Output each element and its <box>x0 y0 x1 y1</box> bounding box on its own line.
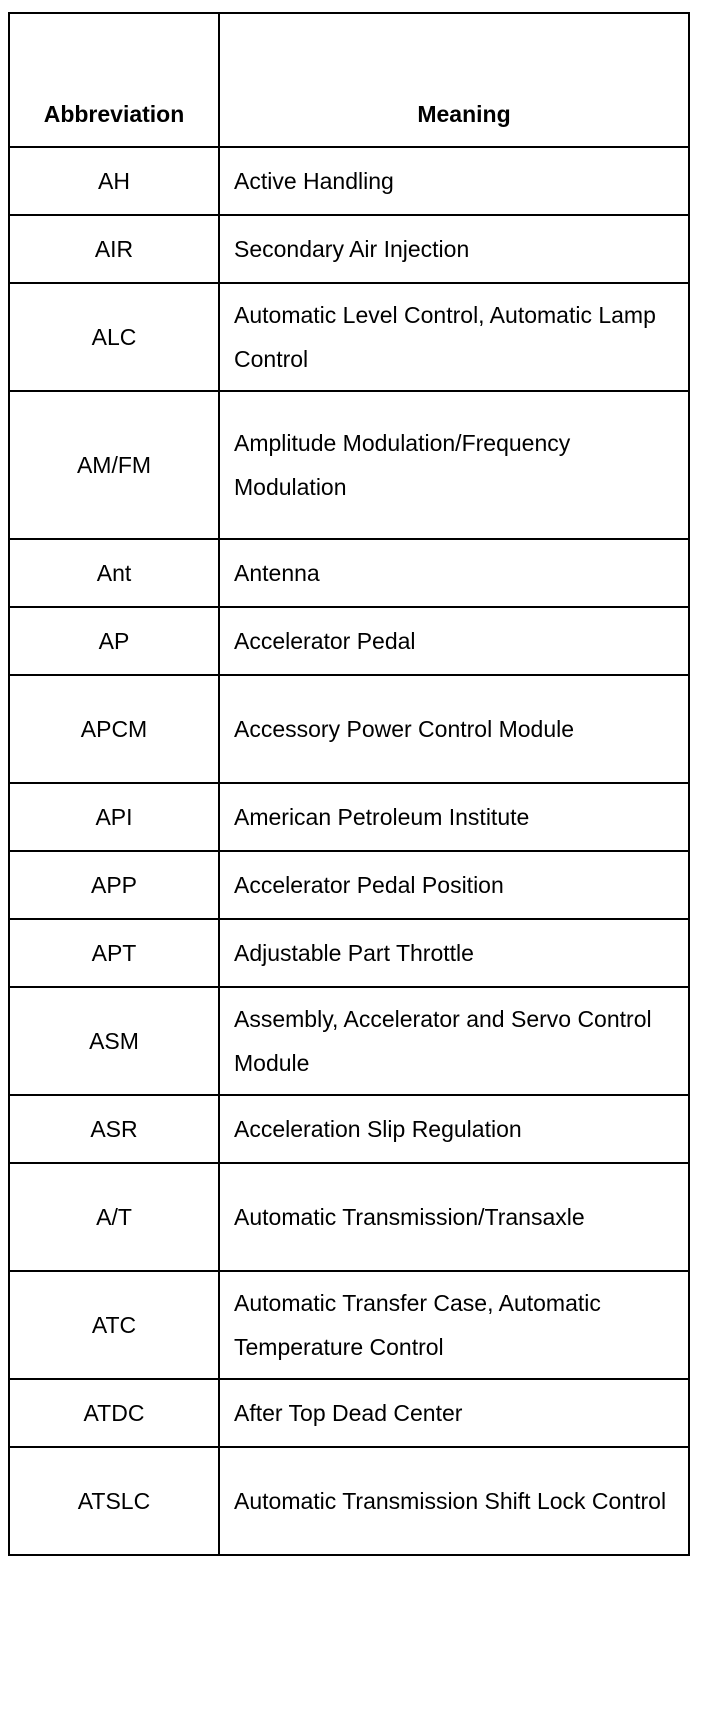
meaning-cell: Adjustable Part Throttle <box>219 919 689 987</box>
meaning-cell: Amplitude Modulation/Frequency Modulation <box>219 391 689 539</box>
abbreviation-cell: ALC <box>9 283 219 391</box>
abbreviation-cell: AH <box>9 147 219 215</box>
abbreviation-cell: APCM <box>9 675 219 783</box>
abbreviation-cell: AIR <box>9 215 219 283</box>
abbreviation-cell: AP <box>9 607 219 675</box>
meaning-cell: Secondary Air Injection <box>219 215 689 283</box>
header-row <box>9 13 689 147</box>
table-row <box>9 215 689 283</box>
table-row <box>9 675 689 783</box>
abbreviation-cell: ASR <box>9 1095 219 1163</box>
abbreviation-cell: A/T <box>9 1163 219 1271</box>
meaning-cell: Assembly, Accelerator and Servo Control Module <box>219 987 689 1095</box>
meaning-cell: Automatic Transmission Shift Lock Control <box>219 1447 689 1555</box>
table-row <box>9 539 689 607</box>
abbreviation-cell: Ant <box>9 539 219 607</box>
abbreviation-cell: APT <box>9 919 219 987</box>
abbreviation-table <box>8 12 690 1556</box>
table-row <box>9 391 689 539</box>
table-row <box>9 1095 689 1163</box>
meaning-cell: Accelerator Pedal Position <box>219 851 689 919</box>
table-row <box>9 1163 689 1271</box>
table-row <box>9 607 689 675</box>
abbreviation-cell: ATC <box>9 1271 219 1379</box>
table-row <box>9 919 689 987</box>
abbreviation-cell: ATSLC <box>9 1447 219 1555</box>
table-row <box>9 283 689 391</box>
table-row <box>9 1271 689 1379</box>
table-row <box>9 783 689 851</box>
meaning-cell: Automatic Transmission/Transaxle <box>219 1163 689 1271</box>
meaning-cell: Active Handling <box>219 147 689 215</box>
abbreviation-cell: ATDC <box>9 1379 219 1447</box>
column-header-meaning: Meaning <box>219 13 689 147</box>
abbreviation-cell: API <box>9 783 219 851</box>
abbreviation-cell: AM/FM <box>9 391 219 539</box>
meaning-cell: Acceleration Slip Regulation <box>219 1095 689 1163</box>
table-row <box>9 147 689 215</box>
meaning-cell: Automatic Level Control, Automatic Lamp Control <box>219 283 689 391</box>
column-header-abbreviation: Abbreviation <box>9 13 219 147</box>
table-row <box>9 987 689 1095</box>
table-row <box>9 851 689 919</box>
meaning-cell: Automatic Transfer Case, Automatic Temperature Control <box>219 1271 689 1379</box>
meaning-cell: Accelerator Pedal <box>219 607 689 675</box>
abbreviation-cell: APP <box>9 851 219 919</box>
meaning-cell: After Top Dead Center <box>219 1379 689 1447</box>
meaning-cell: Accessory Power Control Module <box>219 675 689 783</box>
abbreviation-cell: ASM <box>9 987 219 1095</box>
table-row <box>9 1447 689 1555</box>
meaning-cell: American Petroleum Institute <box>219 783 689 851</box>
table-row <box>9 1379 689 1447</box>
meaning-cell: Antenna <box>219 539 689 607</box>
